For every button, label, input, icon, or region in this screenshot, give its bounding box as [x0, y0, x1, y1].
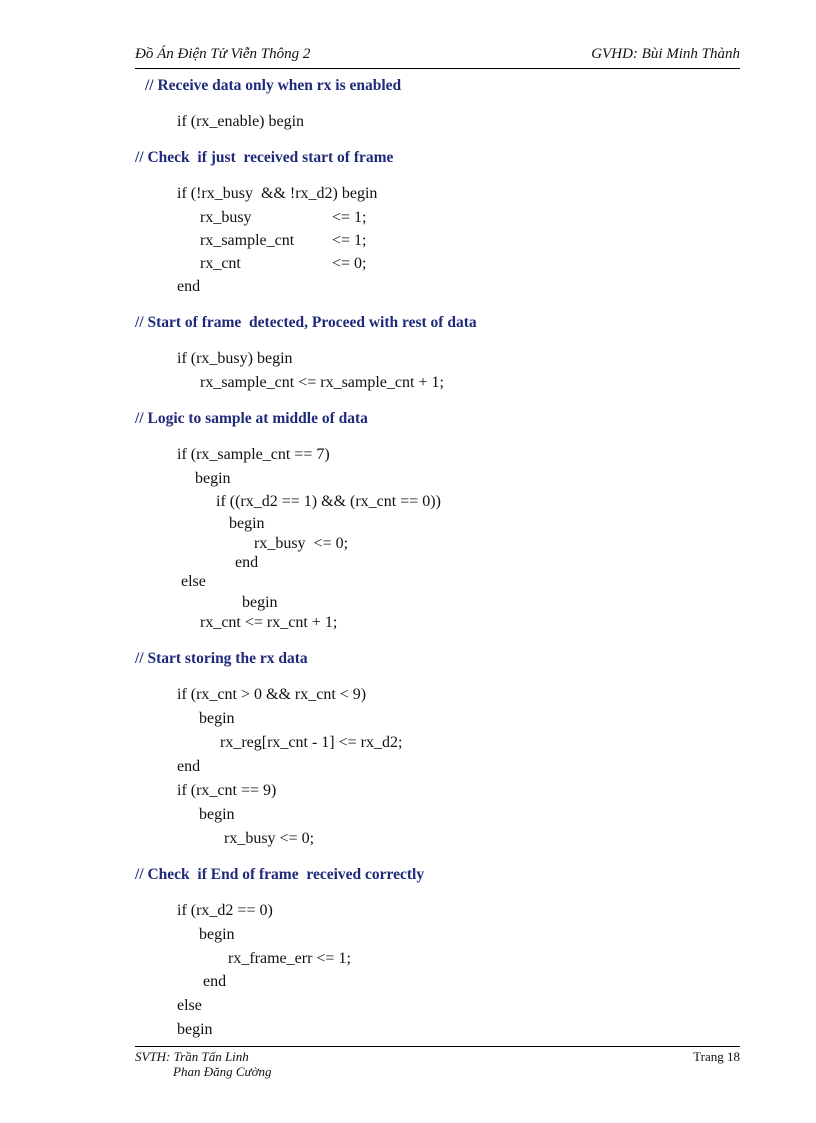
code-line: begin	[199, 926, 235, 943]
code-line: <= 0;	[332, 255, 367, 272]
code-comment: // Receive data only when rx is enabled	[145, 77, 402, 94]
header-divider	[135, 68, 740, 69]
code-line: <= 1;	[332, 232, 367, 249]
code-line: if ((rx_d2 == 1) && (rx_cnt == 0))	[216, 493, 441, 510]
code-line: rx_busy <= 0;	[224, 830, 315, 847]
code-line: begin	[242, 594, 278, 611]
code-line: if (rx_enable) begin	[177, 113, 305, 130]
code-line: begin	[229, 515, 265, 532]
code-line: rx_sample_cnt <= rx_sample_cnt + 1;	[200, 374, 444, 391]
footer-student-2: Phan Đăng Cường	[173, 1064, 272, 1079]
code-line: <= 1;	[332, 209, 367, 226]
code-line: if (rx_cnt == 9)	[177, 782, 277, 799]
code-line: if (rx_busy) begin	[177, 350, 293, 367]
code-line: end	[203, 973, 227, 990]
code-line: end	[177, 758, 201, 775]
code-line: begin	[199, 806, 235, 823]
code-line: if (rx_cnt > 0 && rx_cnt < 9)	[177, 686, 367, 703]
code-line: else	[181, 573, 206, 590]
code-comment: // Check if just received start of frame	[135, 149, 394, 166]
code-line: end	[235, 554, 259, 571]
footer-student-1: SVTH: Trần Tấn Linh	[135, 1049, 249, 1064]
code-line: if (rx_d2 == 0)	[177, 902, 273, 919]
header-advisor: GVHD: Bùi Minh Thành	[591, 46, 740, 62]
code-line: rx_busy	[200, 209, 252, 226]
code-line: rx_cnt <= rx_cnt + 1;	[200, 614, 338, 631]
header-title: Đồ Án Điện Tử Viễn Thông 2	[135, 46, 311, 62]
code-line: begin	[195, 470, 231, 487]
code-line: rx_frame_err <= 1;	[228, 950, 351, 967]
code-line: rx_busy <= 0;	[254, 535, 349, 552]
code-comment: // Check if End of frame received correctly	[135, 866, 425, 883]
code-comment: // Start storing the rx data	[135, 650, 308, 667]
page-number: Trang 18	[693, 1049, 740, 1064]
code-line: rx_reg[rx_cnt - 1] <= rx_d2;	[220, 734, 403, 751]
code-line: if (rx_sample_cnt == 7)	[177, 446, 330, 463]
code-line: if (!rx_busy && !rx_d2) begin	[177, 185, 378, 202]
code-line: end	[177, 278, 201, 295]
code-comment: // Logic to sample at middle of data	[135, 410, 368, 427]
code-line: begin	[199, 710, 235, 727]
code-line: rx_sample_cnt	[200, 232, 295, 249]
code-line: rx_cnt	[200, 255, 241, 272]
code-line: else	[177, 997, 202, 1014]
footer-divider	[135, 1046, 740, 1047]
code-line: begin	[177, 1021, 213, 1038]
code-comment: // Start of frame detected, Proceed with rest of data	[135, 314, 477, 331]
